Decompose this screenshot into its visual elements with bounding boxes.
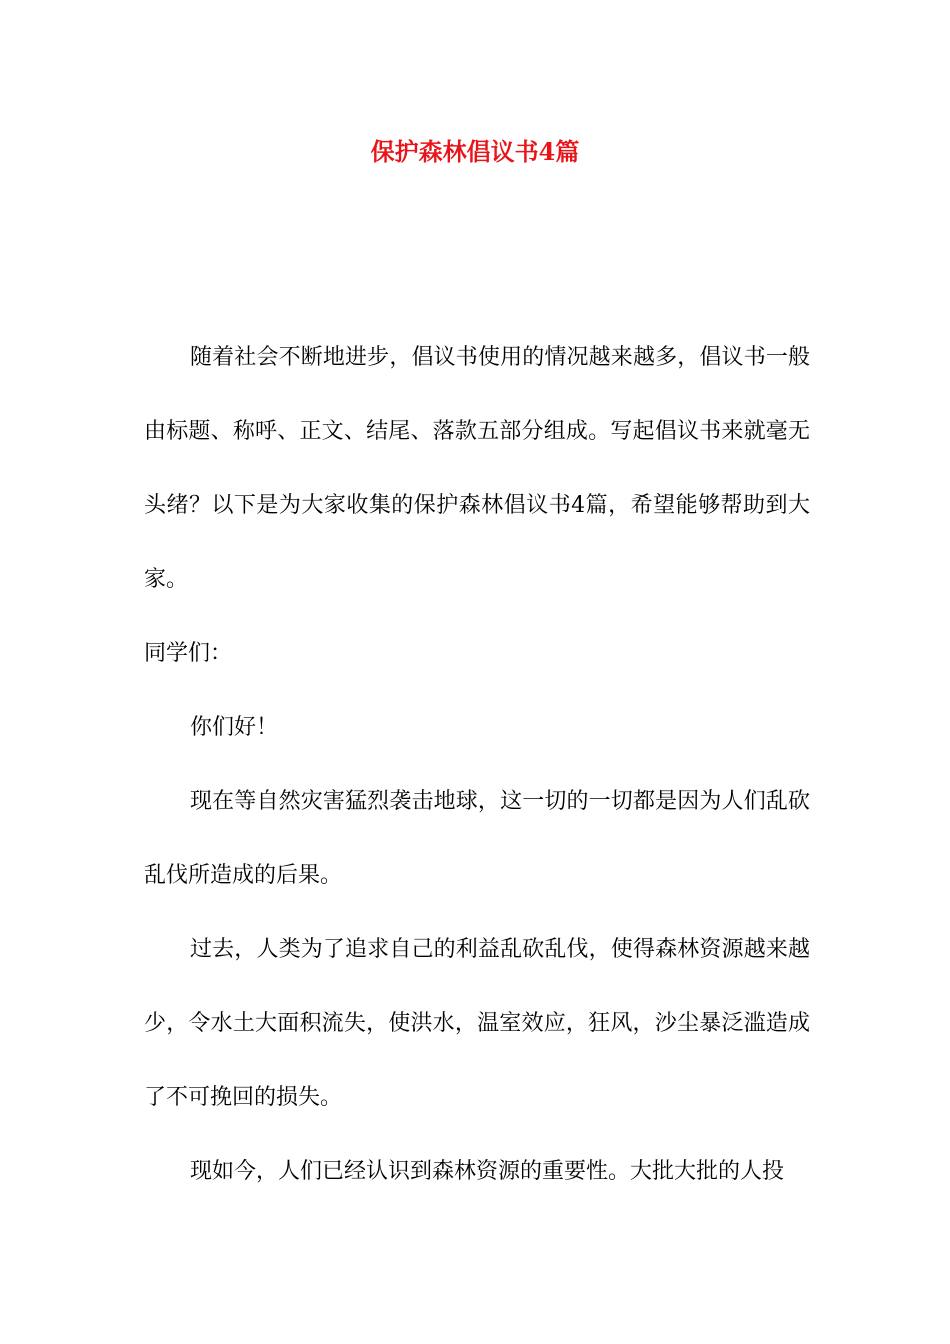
document-title: 保护森林倡议书4篇 — [370, 137, 580, 166]
body-paragraph-1: 现在等自然灾害猛烈袭击地球，这一切的一切都是因为人们乱砍乱伐所造成的后果。 — [144, 789, 810, 888]
body-paragraph-2: 过去，人类为了追求自己的利益乱砍乱伐，使得森林资源越来越少，令水土大面积流失，使洪水，温室效应，狂风，沙尘暴泛滥造成了不可挽回的损失。 — [144, 937, 810, 1110]
intro-paragraph: 随着社会不断地进步，倡议书使用的情况越来越多，倡议书一般由标题、称呼、正文、结尾、落款五部分组成。写起倡议书来就毫无头绪？以下是为大家收集的保护森林倡议书4篇，希望能够帮助到大家。 — [144, 345, 810, 592]
greeting: 你们好！ — [190, 715, 279, 740]
body-paragraph-3: 现如今，人们已经认识到森林资源的重要性。大批大批的人投 — [190, 1159, 785, 1184]
salutation: 同学们： — [144, 641, 233, 666]
document-body — [144, 321, 810, 1209]
